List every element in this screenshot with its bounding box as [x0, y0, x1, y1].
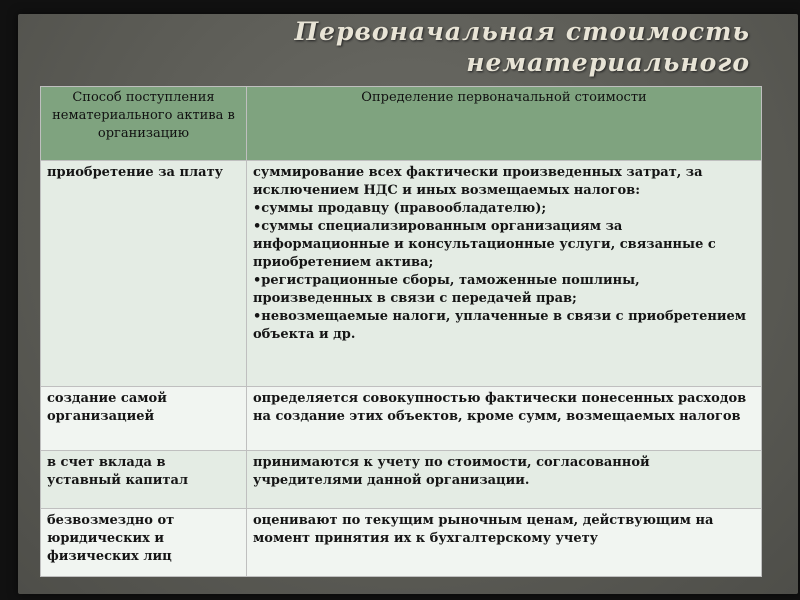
header-definition: Определение первоначальной стоимости — [247, 87, 762, 161]
row-method: приобретение за плату — [41, 161, 247, 387]
row-definition: оценивают по текущим рыночным ценам, действующим на момент принятия их к бухгалтерскому учету — [247, 509, 762, 577]
bullet-item: •невозмещаемые налоги, уплаченные в связи с приобретением объекта и др. — [253, 309, 747, 342]
table-row — [41, 161, 762, 387]
table-header-row — [41, 87, 762, 161]
bullet-item: •регистрационные сборы, таможенные пошлины, произведенных в связи с передачей прав; — [253, 273, 640, 306]
definition-intro: суммирование всех фактически произведенных затрат, за исключением НДС и иных возмещаемых налогов: — [253, 165, 703, 198]
title-line-1: Первоначальная стоимость нематериального — [294, 17, 750, 77]
bullet-item: •суммы специализированным организациям за информационные и консультационные услуги, связанные с приобретением актива; — [253, 219, 716, 270]
row-method: безвозмездно от юридических и физических лиц — [41, 509, 247, 577]
row-method: создание самой организацией — [41, 387, 247, 451]
table-row — [41, 451, 762, 509]
header-method: Способ поступления нематериального актива в организацию — [41, 87, 247, 161]
row-definition — [247, 161, 762, 387]
bullet-item: •суммы продавцу (правообладателю); — [253, 201, 547, 216]
row-definition: определяется совокупностью фактически понесенных расходов на создание этих объектов, кроме сумм, возмещаемых налогов — [247, 387, 762, 451]
row-definition: принимаются к учету по стоимости, согласованной учредителями данной организации. — [247, 451, 762, 509]
row-method: в счет вклада в уставный капитал — [41, 451, 247, 509]
cost-table — [40, 86, 762, 577]
table-row — [41, 387, 762, 451]
table-row — [41, 509, 762, 577]
